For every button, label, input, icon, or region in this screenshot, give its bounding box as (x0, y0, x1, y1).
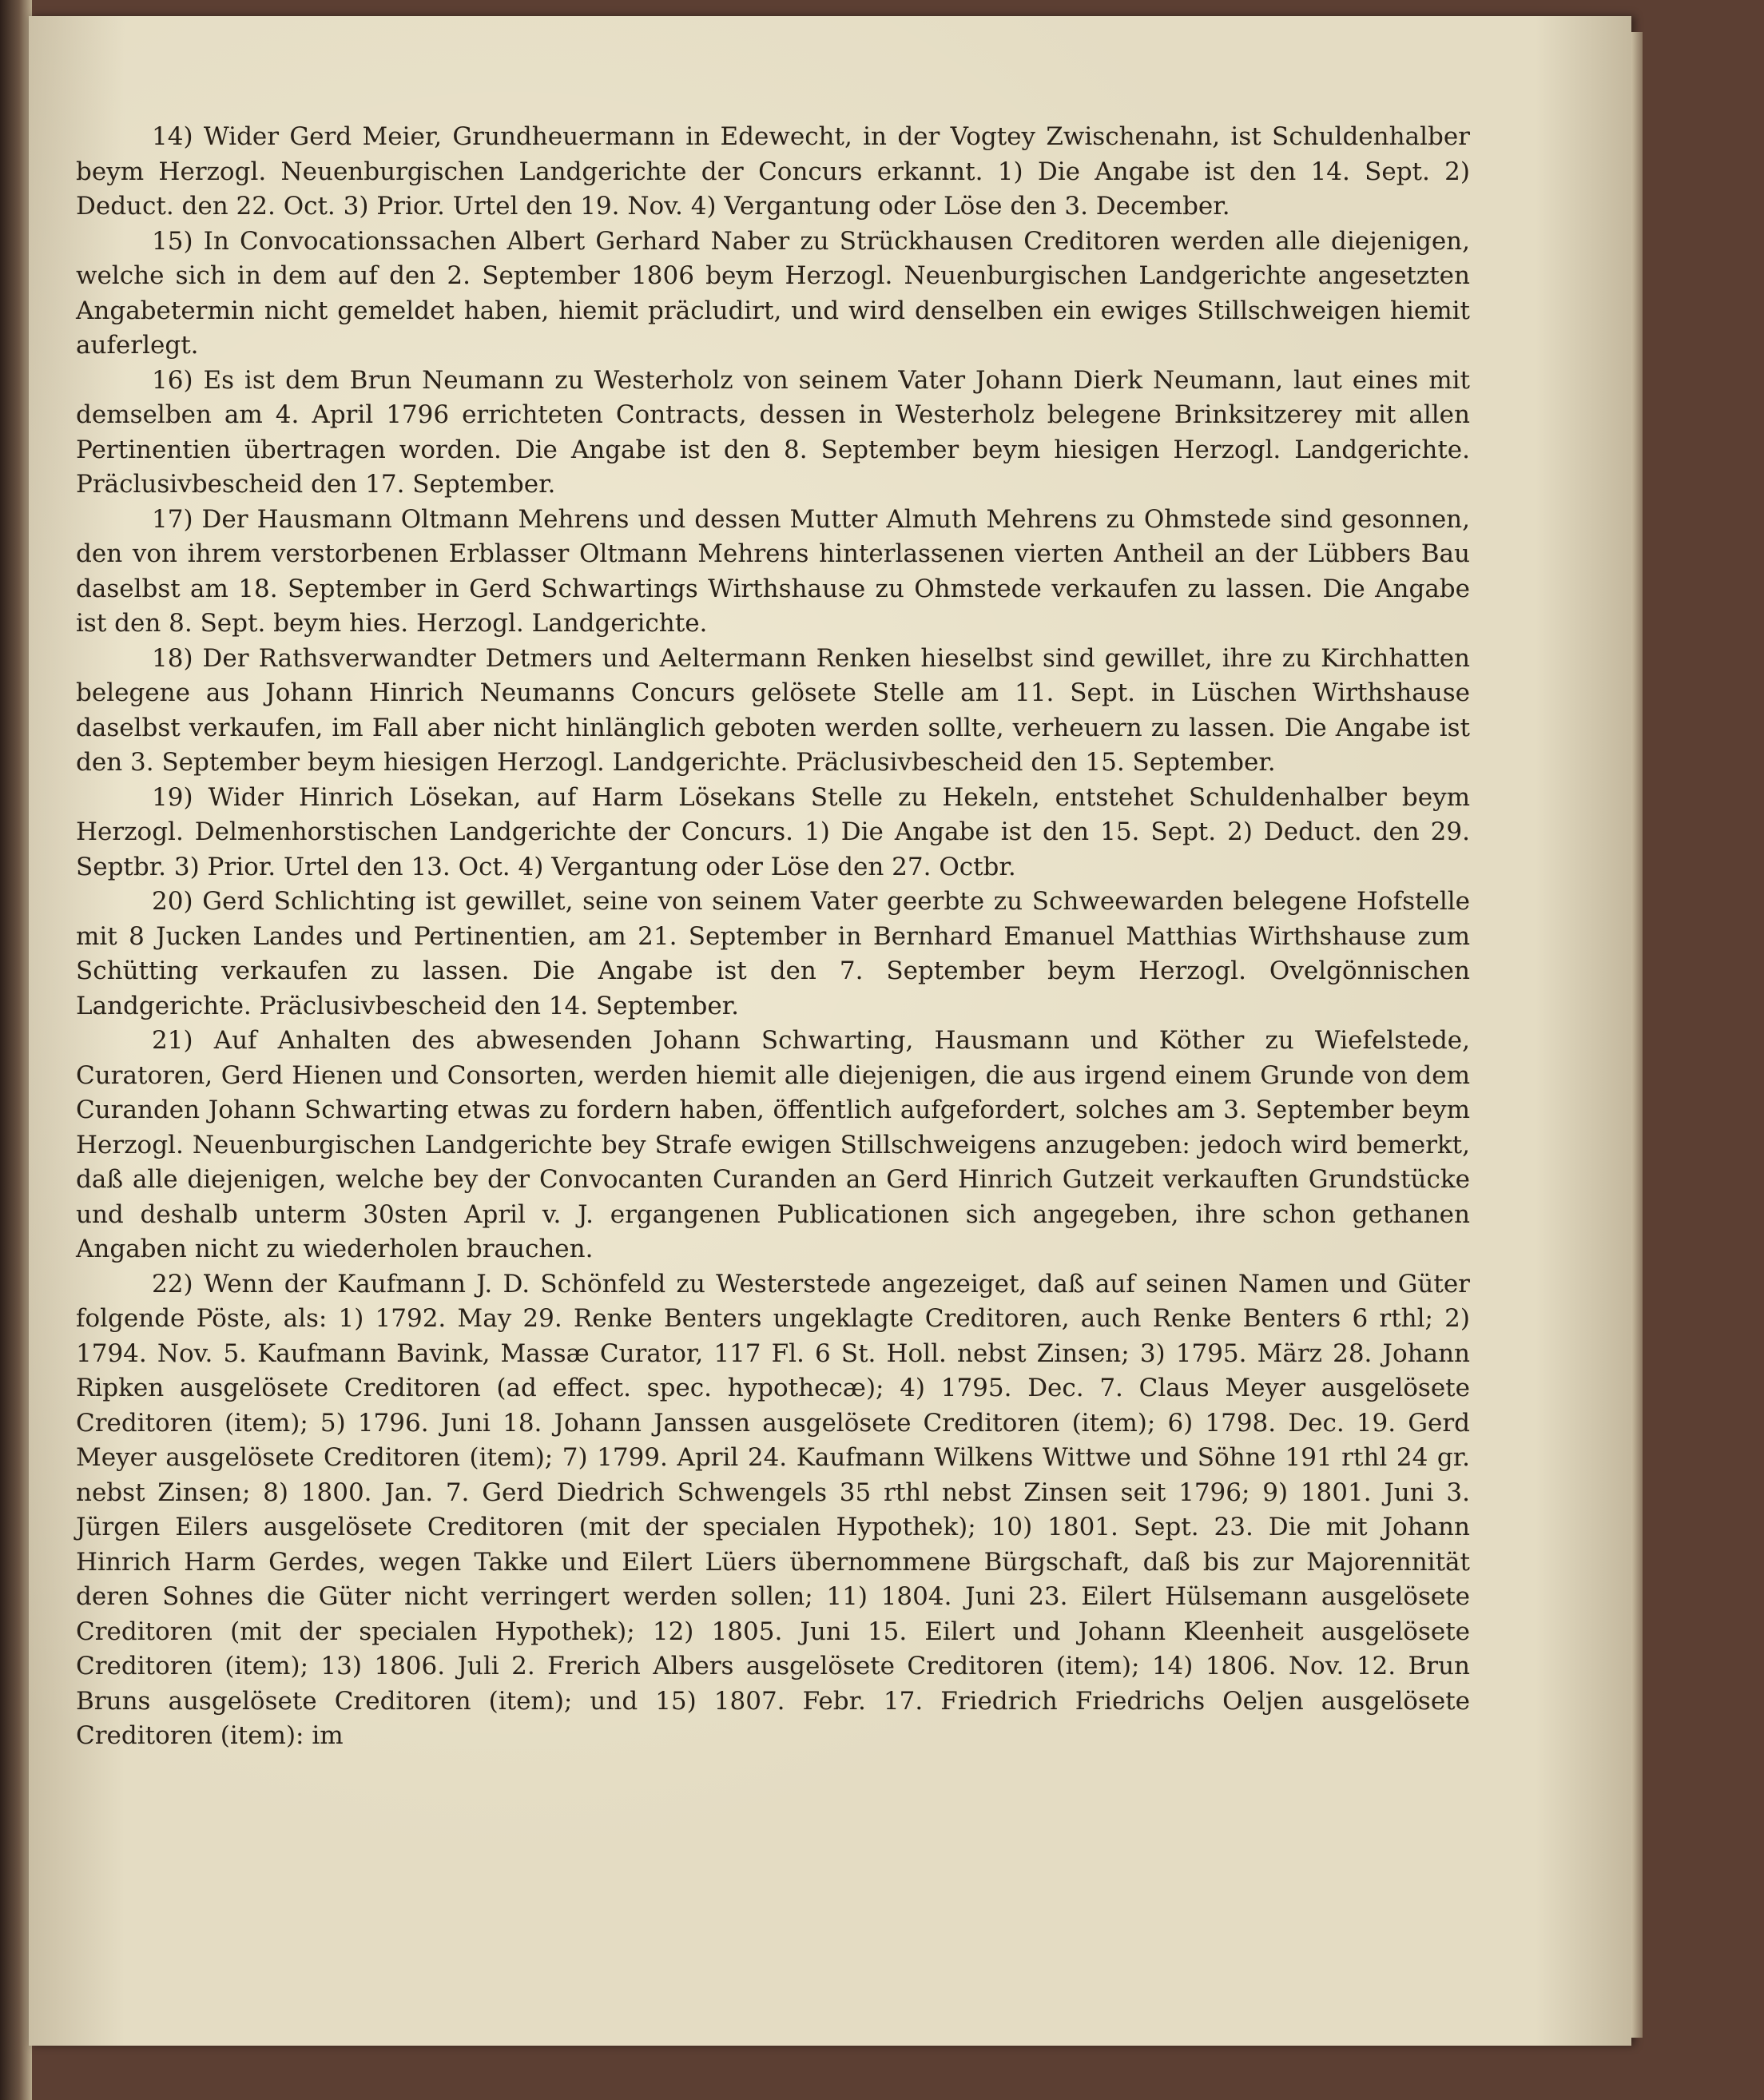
page-edge (1631, 32, 1643, 2038)
paragraph-14: 14) Wider Gerd Meier, Grundheuermann in Edewecht, in der Vogtey Zwischenahn, ist Schuldenhalber beym Herzogl. Neuenburgischen Landgerichte der Concurs erkannt. 1) Die Angabe ist den 14. Sept. 2) Deduct. den 22. Oct. 3) Prior. Urtel den 19. Nov. 4) Vergantung oder Löse den 3. December. (76, 122, 1470, 221)
paragraph-17: 17) Der Hausmann Oltmann Mehrens und dessen Mutter Almuth Mehrens zu Ohmstede sind gesonnen, den von ihrem verstorbenen Erblasser Oltmann Mehrens hinterlassenen vierten Antheil an der Lübbers Bau daselbst am 18. September in Gerd Schwartings Wirthshause zu Ohmstede verkaufen zu lassen. Die Angabe ist den 8. Sept. beym hies. Herzogl. Landgerichte. (76, 504, 1470, 638)
paragraph-21: 21) Auf Anhalten des abwesenden Johann Schwarting, Hausmann und Köther zu Wiefelstede, Curatoren, Gerd Hienen und Consorten, werden hiemit alle diejenigen, die aus irgend einem Grunde von dem Curanden Johann Schwarting etwas zu fordern haben, öffentlich aufgefordert, solches am 3. September beym Herzogl. Neuenburgischen Landgerichte bey Strafe ewigen Stillschweigens anzugeben: jedoch wird bemerkt, daß alle diejenigen, welche bey der Convocanten Curanden an Gerd Hinrich Gutzeit verkauften Grundstücke und deshalb unterm 30sten April v. J. ergangenen Publicationen sich angegeben, ihre schon gethanen Angaben nicht zu wiederholen brauchen. (76, 1026, 1470, 1263)
paragraph-18: 18) Der Rathsverwandter Detmers und Aeltermann Renken hieselbst sind gewillet, ihre zu Kirchhatten belegene aus Johann Hinrich Neumanns Concurs gelösete Stelle am 11. Sept. in Lüschen Wirthshause daselbst verkaufen, im Fall aber nicht hinlänglich geboten werden sollte, verheuern zu lassen. Die Angabe ist den 3. September beym hiesigen Herzogl. Landgerichte. Präclusivbescheid den 15. September. (76, 643, 1470, 777)
book-spine (0, 0, 32, 2100)
page-text (76, 120, 1470, 1754)
paragraph-20: 20) Gerd Schlichting ist gewillet, seine von seinem Vater geerbte zu Schweewarden belegene Hofstelle mit 8 Jucken Landes und Pertinentien, am 21. September in Bernhard Emanuel Matthias Wirthshause zum Schütting verkaufen zu lassen. Die Angabe ist den 7. September beym Herzogl. Ovelgönnischen Landgerichte. Präclusivbescheid den 14. September. (76, 887, 1470, 1020)
paragraph-22: 22) Wenn der Kaufmann J. D. Schönfeld zu Westerstede angezeiget, daß auf seinen Namen und Güter folgende Pöste, als: 1) 1792. May 29. Renke Benters ungeklagte Creditoren, auch Renke Benters 6 rthl; 2) 1794. Nov. 5. Kaufmann Bavink, Massæ Curator, 117 Fl. 6 St. Holl. nebst Zinsen; 3) 1795. März 28. Johann Ripken ausgelösete Creditoren (ad effect. spec. hypothecæ); 4) 1795. Dec. 7. Claus Meyer ausgelösete Creditoren (item); 5) 1796. Juni 18. Johann Janssen ausgelösete Creditoren (item); 6) 1798. Dec. 19. Gerd Meyer ausgelösete Creditoren (item); 7) 1799. April 24. Kaufmann Wilkens Wittwe und Söhne 191 rthl 24 gr. nebst Zinsen; 8) 1800. Jan. 7. Gerd Diedrich Schwengels 35 rthl nebst Zinsen seit 1796; 9) 1801. Juni 3. Jürgen Eilers ausgelösete Creditoren (mit der specialen Hypothek); 10) 1801. Sept. 23. Die mit Johann Hinrich Harm Gerdes, wegen Takke und Eilert Lüers übernommene Bürgschaft, daß bis zur Majorennität deren Sohnes die Güter nicht verringert werden sollen; 11) 1804. Juni 23. Eilert Hülsemann ausgelösete Creditoren (mit der specialen Hypothek); 12) 1805. Juni 15. Eilert und Johann Kleenheit ausgelösete Creditoren (item); 13) 1806. Juli 2. Frerich Albers ausgelösete Creditoren (item); 14) 1806. Nov. 12. Brun Bruns ausgelösete Creditoren (item); und 15) 1807. Febr. 17. Friedrich Friedrichs Oeljen ausgelösete Creditoren (item): im (76, 1269, 1470, 1750)
paragraph-19: 19) Wider Hinrich Lösekan, auf Harm Lösekans Stelle zu Hekeln, entstehet Schuldenhalber beym Herzogl. Delmenhorstischen Landgerichte der Concurs. 1) Die Angabe ist den 15. Sept. 2) Deduct. den 29. Septbr. 3) Prior. Urtel den 13. Oct. 4) Vergantung oder Löse den 27. Octbr. (76, 782, 1470, 881)
paragraph-15: 15) In Convocationssachen Albert Gerhard Naber zu Strückhausen Creditoren werden alle diejenigen, welche sich in dem auf den 2. September 1806 beym Herzogl. Neuenburgischen Landgerichte angesetzten Angabetermin nicht gemeldet haben, hiemit präcludirt, und wird denselben ein ewiges Stillschweigen hiemit auferlegt. (76, 226, 1470, 360)
paragraph-16: 16) Es ist dem Brun Neumann zu Westerholz von seinem Vater Johann Dierk Neumann, laut eines mit demselben am 4. April 1796 errichteten Contracts, dessen in Westerholz belegene Brinksitzerey mit allen Pertinentien übertragen worden. Die Angabe ist den 8. September beym hiesigen Herzogl. Landgerichte. Präclusivbescheid den 17. September. (76, 365, 1470, 499)
